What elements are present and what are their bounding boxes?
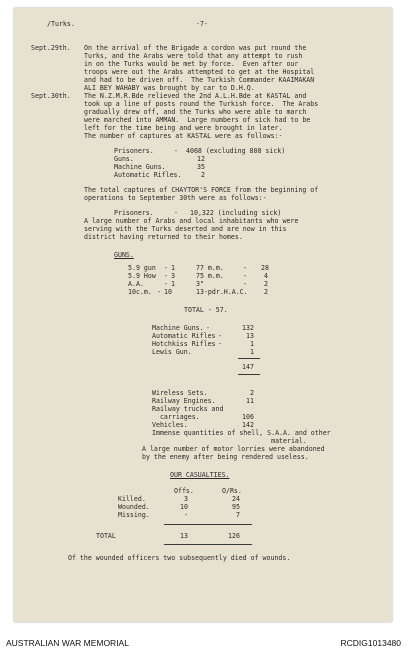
gun-type: 10c.m. xyxy=(128,288,152,296)
gun-type: 77 m.m. xyxy=(196,264,224,272)
casualty-label: Missing. xyxy=(118,511,150,519)
casualty-offs: 10 xyxy=(180,503,188,511)
dash: - xyxy=(174,147,178,155)
page-number: -7- xyxy=(196,20,208,28)
column-header: O/Rs. xyxy=(222,487,242,495)
gun-type: 5.9 gun xyxy=(128,264,156,272)
typed-document xyxy=(14,8,392,622)
casualty-label: Wounded. xyxy=(118,503,150,511)
sum-rule xyxy=(238,358,260,359)
mg-value: 1 xyxy=(250,348,254,356)
entry-line: left for the time being and were brought in later. xyxy=(84,124,283,132)
item-label: Vehicles. xyxy=(152,421,188,429)
guns-heading: GUNS. xyxy=(114,251,134,259)
dash: - xyxy=(164,280,168,288)
header-ref: /Turks. xyxy=(47,20,75,28)
sum-rule xyxy=(238,374,260,375)
dash: - xyxy=(157,288,161,296)
gun-type: 5.9 How xyxy=(128,272,156,280)
mg-value: 1 xyxy=(250,340,254,348)
item-label: Wireless Sets. xyxy=(152,389,208,397)
document-page xyxy=(14,8,392,622)
prisoners-label: Prisoners. xyxy=(114,209,154,217)
closing-note: Of the wounded officers two subsequently died of wounds. xyxy=(68,554,291,562)
item-label: Railway trucks and xyxy=(152,405,224,413)
mg-label: Lewis Gun. xyxy=(152,348,192,356)
item-value: 11 xyxy=(246,397,254,405)
capture-value: 35 xyxy=(197,163,205,171)
entry-line: were marched into AMMAN. Large numbers of sick had to be xyxy=(84,116,311,124)
entry-line: Turks, and the Arabs were told that any attempt to rush xyxy=(84,52,303,60)
casualty-total-label: TOTAL xyxy=(96,532,116,540)
item-value: 142 xyxy=(242,421,254,429)
gun-count: 3 xyxy=(171,272,175,280)
mg-value: 13 xyxy=(246,332,254,340)
dash: - xyxy=(206,324,210,332)
archive-footer xyxy=(0,633,409,653)
capture-value: 4068 (excluding 808 sick) xyxy=(186,147,286,155)
capture-value: 12 xyxy=(197,155,205,163)
capture-label: Machine Guns. xyxy=(114,163,166,171)
gun-count: 28 xyxy=(261,264,269,272)
entry-line: troops were out the Arabs attempted to get at the Hospital xyxy=(84,68,315,76)
casualty-ors: 24 xyxy=(232,495,240,503)
mg-label: Machine Guns. xyxy=(152,324,204,332)
entry-line: in on the Turks would be met by force. Even after our xyxy=(84,60,299,68)
paragraph-line: district having returned to their homes. xyxy=(84,233,243,241)
column-header: Offs. xyxy=(174,487,194,495)
item-value: 106 xyxy=(242,413,254,421)
item-label: Railway Engines. xyxy=(152,397,216,405)
entry-line: took up a line of posts round the Turkish force. The Arabs xyxy=(84,100,319,108)
mg-label: Hotchkiss Rifles xyxy=(152,340,216,348)
entry-line: gradually drew off, and the Turks who were able to march xyxy=(84,108,307,116)
dash: - xyxy=(243,264,247,272)
casualty-label: Killed. xyxy=(118,495,146,503)
capture-label: Guns. xyxy=(114,155,134,163)
dash: - xyxy=(164,272,168,280)
casualty-ors: 95 xyxy=(232,503,240,511)
gun-type: 3" xyxy=(196,280,204,288)
paragraph-line: The total captures of CHAYTOR'S FORCE from the beginning of xyxy=(84,186,319,194)
entry-line: The number of captures at KASTAL were as follows:- xyxy=(84,132,283,140)
dash: - xyxy=(164,264,168,272)
mg-label: Automatic Rifles xyxy=(152,332,216,340)
dash: - xyxy=(218,332,222,340)
gun-count: 10 xyxy=(164,288,172,296)
gun-type: 13-pdr.H.A.C. xyxy=(196,288,248,296)
mg-total: 147 xyxy=(242,363,254,371)
entry-date: Sept.30th. xyxy=(31,92,71,100)
sum-rule xyxy=(164,524,252,525)
casualty-offs: - xyxy=(184,511,188,519)
dash: - xyxy=(243,280,247,288)
archive-name: AUSTRALIAN WAR MEMORIAL xyxy=(6,638,129,648)
note-line: A large number of motor lorries were abandoned xyxy=(142,445,325,453)
entry-date: Sept.29th. xyxy=(31,44,71,52)
gun-count: 2 xyxy=(264,288,268,296)
paragraph-line: serving with the Turks deserted and are now in this xyxy=(84,225,287,233)
gun-count: 2 xyxy=(264,280,268,288)
paragraph-line: operations to September 30th were as follows:- xyxy=(84,194,267,202)
dash: - xyxy=(243,272,247,280)
gun-count: 1 xyxy=(171,264,175,272)
archive-ref: RCDIG1013480 xyxy=(340,638,401,648)
casualty-total-ors: 126 xyxy=(228,532,240,540)
sum-rule xyxy=(164,544,252,545)
item-value: 2 xyxy=(250,389,254,397)
mg-value: 132 xyxy=(242,324,254,332)
gun-count: 1 xyxy=(171,280,175,288)
capture-label: Prisoners. xyxy=(114,147,154,155)
guns-total: TOTAL - 57. xyxy=(184,306,228,314)
entry-line: ALI BEY WAHABY was brought by car to D.H.Q. xyxy=(84,84,255,92)
dash: - xyxy=(218,340,222,348)
casualties-heading: OUR CASUALTIES. xyxy=(170,471,230,479)
gun-count: 4 xyxy=(264,272,268,280)
entry-line: The N.Z.M.R.Bde relieved the 2nd A.L.H.Bde at KASTAL and xyxy=(84,92,307,100)
casualty-total-offs: 13 xyxy=(180,532,188,540)
entry-line: and had to be driven off. The Turkish Commander KAAIMAKAN xyxy=(84,76,315,84)
paragraph-line: A large number of Arabs and local inhabitants who were xyxy=(84,217,299,225)
note-line: material. xyxy=(152,437,307,445)
item-label: carriages. xyxy=(152,413,200,421)
dash: - xyxy=(174,209,178,217)
casualty-offs: 3 xyxy=(184,495,188,503)
note-line: by the enemy after being rendered useless. xyxy=(142,453,309,461)
entry-line: On the arrival of the Brigade a cordon was put round the xyxy=(84,44,307,52)
prisoners-value: 10,322 (including sick) xyxy=(190,209,282,217)
gun-type: A.A. xyxy=(128,280,144,288)
note-line: Immense quantities of shell, S.A.A. and other xyxy=(152,429,331,437)
capture-label: Automatic Rifles. xyxy=(114,171,182,179)
casualty-ors: 7 xyxy=(236,511,240,519)
gun-type: 75 m.m. xyxy=(196,272,224,280)
capture-value: 2 xyxy=(201,171,205,179)
